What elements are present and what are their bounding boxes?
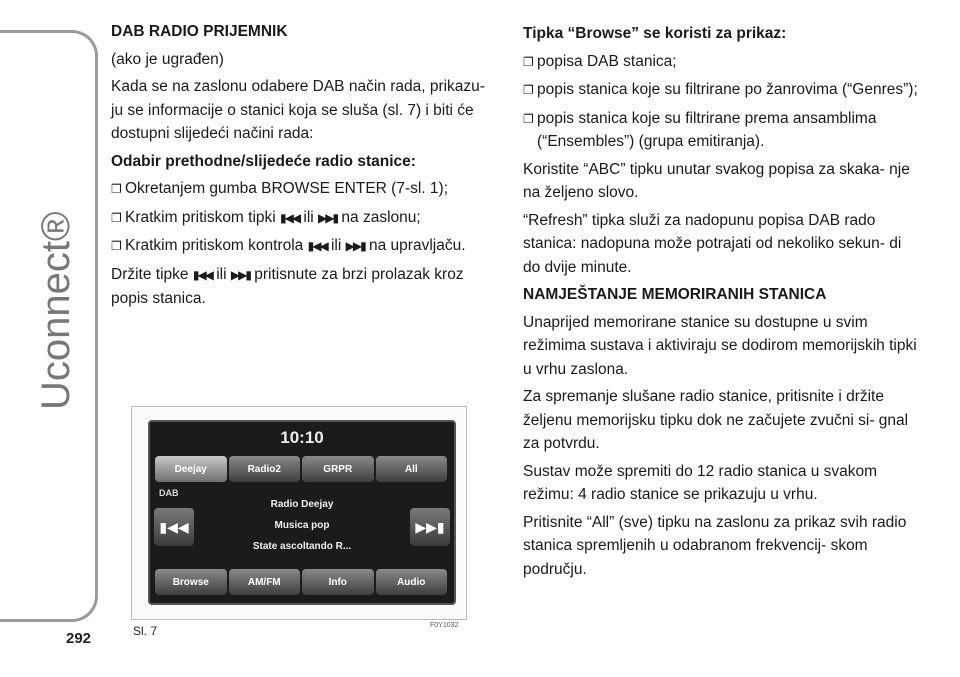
browse-button[interactable]: Browse bbox=[155, 569, 227, 595]
skip-back-icon: ▮◀◀ bbox=[280, 210, 300, 225]
right-column bbox=[523, 22, 918, 585]
checkbox-icon bbox=[111, 206, 125, 231]
paragraph: Pritisnite “All” (sve) tipku na zaslonu za prikaz svih radio stanica spremljenih u odabranom frekvencij- skom području. bbox=[523, 513, 907, 578]
station-status: State ascoltando R... bbox=[252, 541, 352, 552]
skip-forward-icon: ▶▶▮ bbox=[415, 518, 445, 535]
next-station-button[interactable] bbox=[410, 508, 450, 546]
list-item: ❐ popis stanica koje su filtrirane prema ansamblima (“Ensembles”) (grupa emitiranja). bbox=[523, 107, 918, 154]
radio-display bbox=[148, 420, 456, 605]
preset-button[interactable]: GRPR bbox=[302, 456, 374, 482]
checkbox-icon bbox=[111, 177, 125, 202]
left-column bbox=[111, 20, 501, 315]
previous-station-button[interactable] bbox=[154, 508, 194, 546]
clock: 10:10 bbox=[280, 428, 324, 447]
subheading: Odabir prethodne/slijedeće radio stanice: bbox=[111, 152, 416, 170]
band-label: DAB bbox=[159, 488, 179, 498]
list-item: ❐ Kratkim pritiskom tipki ▮◀◀ ili ▶▶▮ na zaslonu; bbox=[111, 206, 501, 231]
preset-row bbox=[154, 456, 448, 482]
list-item: ❐ popis stanica koje su filtrirane po žanrovima (“Genres”); bbox=[523, 78, 918, 103]
station-name: Radio Deejay bbox=[270, 499, 334, 510]
subheading: Tipka “Browse” se koristi za prikaz: bbox=[523, 25, 787, 42]
audio-button[interactable]: Audio bbox=[376, 569, 448, 595]
figure-caption: Sl. 7 bbox=[133, 624, 158, 638]
page-number: 292 bbox=[66, 630, 92, 647]
info-button[interactable]: Info bbox=[302, 569, 374, 595]
note: (ako je ugrađen) bbox=[111, 50, 224, 68]
station-info bbox=[210, 494, 394, 557]
list-item: ❐ popisa DAB stanica; bbox=[523, 50, 918, 75]
skip-forward-icon: ▶▶▮ bbox=[230, 267, 250, 282]
am-fm-button[interactable]: AM/FM bbox=[229, 569, 301, 595]
figure-radio-screen bbox=[131, 406, 467, 620]
paragraph: Držite tipke ▮◀◀ ili ▶▶▮ pritisnute za brzi prolazak kroz popis stanica. bbox=[111, 265, 464, 307]
checkbox-icon bbox=[523, 107, 537, 154]
paragraph: Unaprijed memorirane stanice su dostupne u svim režimima sustava i aktiviraju se dodirom memorijskih tipki u vrhu zaslona. bbox=[523, 313, 917, 378]
checkbox-icon bbox=[111, 234, 125, 259]
checkbox-icon bbox=[523, 50, 537, 75]
figure-code: F0Y1032 bbox=[430, 622, 459, 629]
section-title: NAMJEŠTANJE MEMORIRANIH STANICA bbox=[523, 286, 827, 303]
all-button[interactable]: All bbox=[376, 456, 448, 482]
section-title: DAB RADIO PRIJEMNIK bbox=[111, 23, 288, 40]
skip-back-icon: ▮◀◀ bbox=[307, 239, 327, 253]
preset-button[interactable]: Radio2 bbox=[229, 456, 301, 482]
intro-text: Kada se na zaslonu odabere DAB način rada, prikazu- ju se informacije o stanici koja se sluša (sl. 7) i biti će dostupni slijedeći načini rada: bbox=[111, 78, 485, 142]
function-row bbox=[154, 569, 448, 595]
paragraph: Koristite “ABC” tipku unutar svakog popisa za skaka- nje na željeno slovo. bbox=[523, 160, 910, 201]
paragraph: “Refresh” tipka služi za nadopunu popisa DAB rado stanica: nadopuna može potrajati od nekoliko sekun- di do dvije minute. bbox=[523, 211, 902, 276]
list-item: ❐ Okretanjem gumba BROWSE ENTER (7-sl. 1); bbox=[111, 177, 501, 202]
station-genre: Musica pop bbox=[274, 520, 330, 531]
preset-button[interactable]: Deejay bbox=[155, 456, 227, 482]
checkbox-icon bbox=[523, 78, 537, 103]
skip-back-icon: ▮◀◀ bbox=[192, 267, 212, 282]
skip-back-icon: ▮◀◀ bbox=[159, 518, 189, 535]
list-item: ❐ Kratkim pritiskom kontrola ▮◀◀ ili ▶▶▮ na upravljaču. bbox=[111, 234, 501, 259]
paragraph: Sustav može spremiti do 12 radio stanica u svakom režimu: 4 radio stanice se prikazuju u vrhu. bbox=[523, 462, 878, 503]
paragraph: Za spremanje slušane radio stanice, pritisnite i držite željenu memorijsku tipku dok ne začujete zvučni si- gnal za potvrdu. bbox=[523, 388, 909, 452]
brand-logo: Uconnect® bbox=[34, 211, 78, 410]
skip-forward-icon: ▶▶▮ bbox=[318, 210, 338, 225]
skip-forward-icon: ▶▶▮ bbox=[345, 239, 365, 253]
